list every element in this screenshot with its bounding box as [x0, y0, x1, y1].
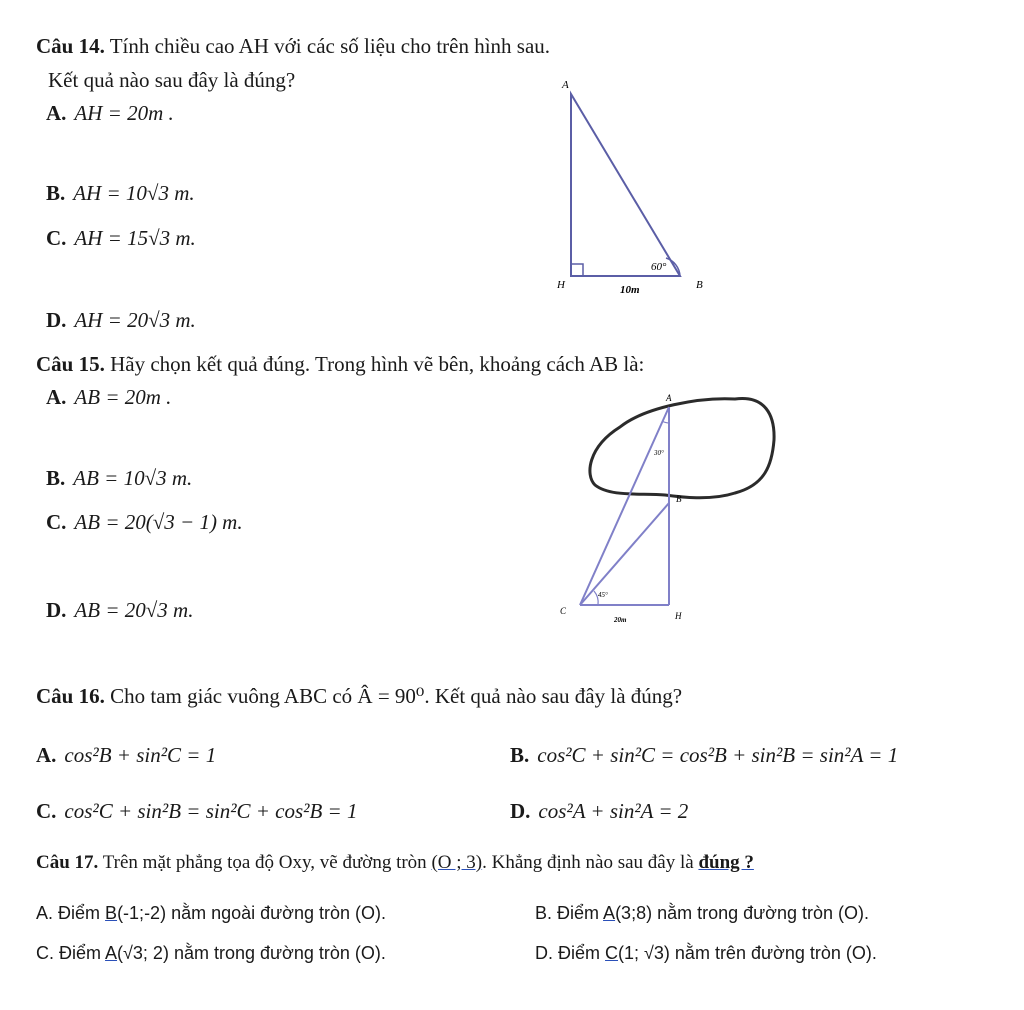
q15-lake-figure	[550, 385, 790, 630]
line-ca	[580, 407, 669, 605]
q15-option-c[interactable]: C. AB = 20(√3 − 1) m.	[46, 510, 243, 534]
q17-text-b: . Khẳng định nào sau đây là	[482, 852, 699, 873]
q15-option-b[interactable]: B. AB = 10√3 m.	[46, 466, 193, 490]
q14-side-label: 10m	[620, 284, 640, 296]
q15-angle-a-label: 30°	[654, 449, 664, 457]
q17-circle: (O ; 3)	[431, 852, 483, 873]
q16-text: Cho tam giác vuông ABC có Â = 90⁰. Kết quả nào sau đây là đúng?	[110, 684, 683, 708]
q14-label-h: H	[557, 279, 565, 291]
q14-option-c[interactable]: C. AH = 15√3 m.	[46, 226, 196, 250]
q14-angle-label: 60°	[651, 261, 667, 273]
q15-number: Câu 15.	[36, 352, 105, 376]
q15-option-d[interactable]: D. AB = 20√3 m.	[46, 598, 194, 622]
q15-side-label: 20m	[614, 616, 627, 624]
q15-angle-arc-a	[662, 421, 669, 423]
q16-option-c[interactable]: C. cos²C + sin²B = sin²C + cos²B = 1	[36, 799, 358, 823]
q14-number: Câu 14.	[36, 34, 105, 58]
q17-option-c[interactable]: C. Điểm A(√3; 2) nằm trong đường tròn (O).	[36, 943, 386, 963]
q14-subtext: Kết quả nào sau đây là đúng?	[48, 68, 296, 92]
q15-angle-c-label: 45°	[598, 591, 608, 599]
q14-option-a[interactable]: A. AH = 20m .	[46, 101, 174, 125]
q16-option-a[interactable]: A. cos²B + sin²C = 1	[36, 743, 217, 767]
q14-label-a: A	[562, 79, 569, 91]
q15-label-b: B	[676, 494, 682, 504]
q16-option-b[interactable]: B. cos²C + sin²C = cos²B + sin²B = sin²A = 1	[510, 743, 899, 767]
q14-label-b: B	[696, 279, 703, 291]
q17-option-a[interactable]: A. Điểm B(-1;-2) nằm ngoài đường tròn (O).	[36, 903, 387, 923]
q16-title	[36, 684, 682, 709]
q15-text: Hãy chọn kết quả đúng. Trong hình vẽ bên, khoảng cách AB là:	[110, 352, 645, 376]
q17-option-d[interactable]: D. Điểm C(1; √3) nằm trên đường tròn (O).	[535, 943, 877, 963]
q15-label-h: H	[675, 611, 682, 621]
line-cb	[580, 503, 669, 605]
q14-triangle-figure	[540, 72, 730, 302]
q17-number: Câu 17.	[36, 852, 99, 873]
q15-label-a: A	[666, 393, 672, 403]
q14-right-angle-mark	[571, 264, 583, 276]
q16-number: Câu 16.	[36, 684, 105, 708]
q15-title	[36, 352, 644, 377]
q17-text-a: Trên mặt phẳng tọa độ Oxy, vẽ đường tròn	[102, 852, 432, 873]
q14-option-b[interactable]: B. AH = 10√3 m.	[46, 181, 195, 205]
q16-option-d[interactable]: D. cos²A + sin²A = 2	[510, 799, 689, 823]
lake-outline	[590, 398, 774, 497]
q14-title	[36, 34, 550, 59]
q17-title	[36, 852, 754, 874]
q17-option-b[interactable]: B. Điểm A(3;8) nằm trong đường tròn (O).	[535, 903, 870, 923]
q14-text: Tính chiều cao AH với các số liệu cho trên hình sau.	[109, 34, 551, 58]
q14-triangle	[571, 94, 680, 276]
q15-option-a[interactable]: A. AB = 20m .	[46, 385, 172, 409]
q15-label-c: C	[560, 606, 567, 616]
q14-option-d[interactable]: D. AH = 20√3 m.	[46, 308, 196, 332]
q17-emphasis: đúng ?	[698, 852, 754, 873]
